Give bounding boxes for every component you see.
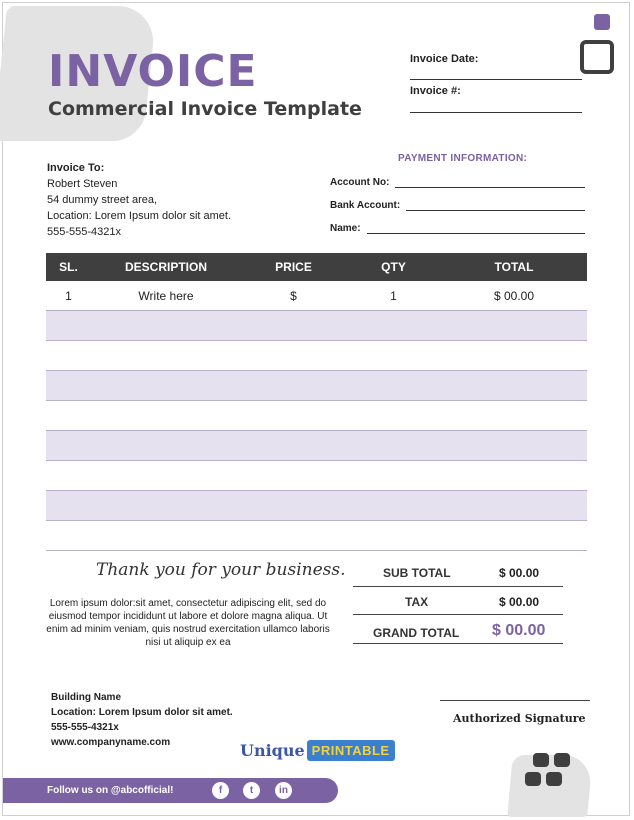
company-building: Building Name	[51, 692, 122, 703]
decorative-brush-bottom	[507, 755, 592, 817]
brand-logo-part2: PRINTABLE	[307, 740, 395, 761]
linkedin-icon[interactable]: in	[275, 782, 292, 799]
invoice-title: INVOICE	[48, 46, 258, 97]
name-field[interactable]	[367, 224, 585, 234]
bank-account-row	[330, 200, 585, 211]
decorative-square-icon	[594, 14, 610, 30]
table-row-empty[interactable]	[46, 431, 587, 461]
invoice-date-label: Invoice Date:	[410, 53, 479, 65]
name-label: Name:	[330, 223, 361, 234]
table-row-empty[interactable]	[46, 491, 587, 521]
table-row-empty[interactable]	[46, 371, 587, 401]
invoice-number-label: Invoice #:	[410, 85, 461, 97]
invoice-date-field[interactable]	[410, 79, 582, 80]
bank-account-field[interactable]	[406, 201, 585, 211]
decorative-dot-icon	[533, 753, 549, 767]
company-website[interactable]: www.companyname.com	[51, 737, 171, 748]
bill-to-location: Location: Lorem Ipsum dolor sit amet.	[47, 210, 232, 222]
payment-info-title: PAYMENT INFORMATION:	[398, 153, 528, 164]
brand-logo	[240, 740, 395, 761]
table-row-empty[interactable]	[46, 311, 587, 341]
bill-to-name: Robert Steven	[47, 178, 118, 190]
summary-divider	[353, 643, 563, 644]
footer-bar	[3, 778, 338, 803]
account-no-label: Account No:	[330, 177, 390, 188]
thank-you-note: Thank you for your business.	[96, 560, 346, 580]
bill-to-label: Invoice To:	[47, 162, 105, 174]
name-row	[330, 223, 585, 234]
cell-total: $ 00.00	[493, 288, 535, 303]
notes-text: Lorem ipsum dolor:sit amet, consectetur adipiscing elit, sed do eiusmod tempor incididunt ut labore et dolore magna aliqua. Ut enim ad minim veniam, quis nostrud exercitation ullamco laboris nisi ut aliquip ex ea	[46, 598, 330, 648]
cell-qty: 1	[390, 288, 397, 303]
company-location: Location: Lorem Ipsum dolor sit amet.	[51, 707, 233, 718]
summary-divider	[353, 586, 563, 587]
tax-value: $ 00.00	[499, 595, 540, 609]
table-row-empty[interactable]	[46, 401, 587, 431]
items-table	[46, 253, 587, 551]
header-sl: SL.	[59, 260, 78, 274]
company-block	[51, 690, 233, 750]
table-row[interactable]	[46, 281, 587, 311]
bank-account-label: Bank Account:	[330, 200, 401, 211]
table-row-empty[interactable]	[46, 341, 587, 371]
header-qty: QTY	[381, 260, 406, 274]
decorative-frame-icon	[580, 40, 614, 74]
subtotal-label: SUB TOTAL	[383, 566, 451, 580]
cell-price: $	[290, 288, 297, 303]
account-no-field[interactable]	[395, 178, 585, 188]
decorative-dot-icon	[525, 772, 541, 786]
invoice-number-field[interactable]	[410, 112, 582, 113]
cell-description: Write here	[138, 288, 194, 303]
table-row-empty[interactable]	[46, 521, 587, 551]
header-description: DESCRIPTION	[124, 260, 207, 274]
signature-label: Authorized Signature	[453, 712, 586, 725]
company-phone: 555-555-4321x	[51, 722, 119, 733]
signature-line[interactable]	[440, 700, 590, 701]
header-total: TOTAL	[494, 260, 534, 274]
subtotal-value: $ 00.00	[499, 566, 540, 580]
grand-total-label: GRAND TOTAL	[373, 626, 460, 640]
table-header	[46, 253, 587, 281]
grand-total-value: $ 00.00	[492, 622, 546, 639]
tax-label: TAX	[405, 595, 429, 609]
twitter-icon[interactable]: t	[243, 782, 260, 799]
invoice-subtitle: Commercial Invoice Template	[48, 98, 362, 120]
bill-to-phone: 555-555-4321x	[47, 226, 122, 238]
table-row-empty[interactable]	[46, 461, 587, 491]
decorative-dot-icon	[546, 772, 562, 786]
cell-sl: 1	[65, 288, 72, 303]
summary-divider	[353, 614, 563, 615]
brand-logo-part1: Unique	[240, 741, 305, 760]
account-no-row	[330, 177, 585, 188]
bill-to-block	[47, 160, 231, 240]
bill-to-street: 54 dummy street area,	[47, 194, 158, 206]
decorative-dot-icon	[554, 753, 570, 767]
follow-text: Follow us on @abcofficial!	[47, 785, 174, 796]
facebook-icon[interactable]: f	[212, 782, 229, 799]
header-price: PRICE	[275, 260, 312, 274]
